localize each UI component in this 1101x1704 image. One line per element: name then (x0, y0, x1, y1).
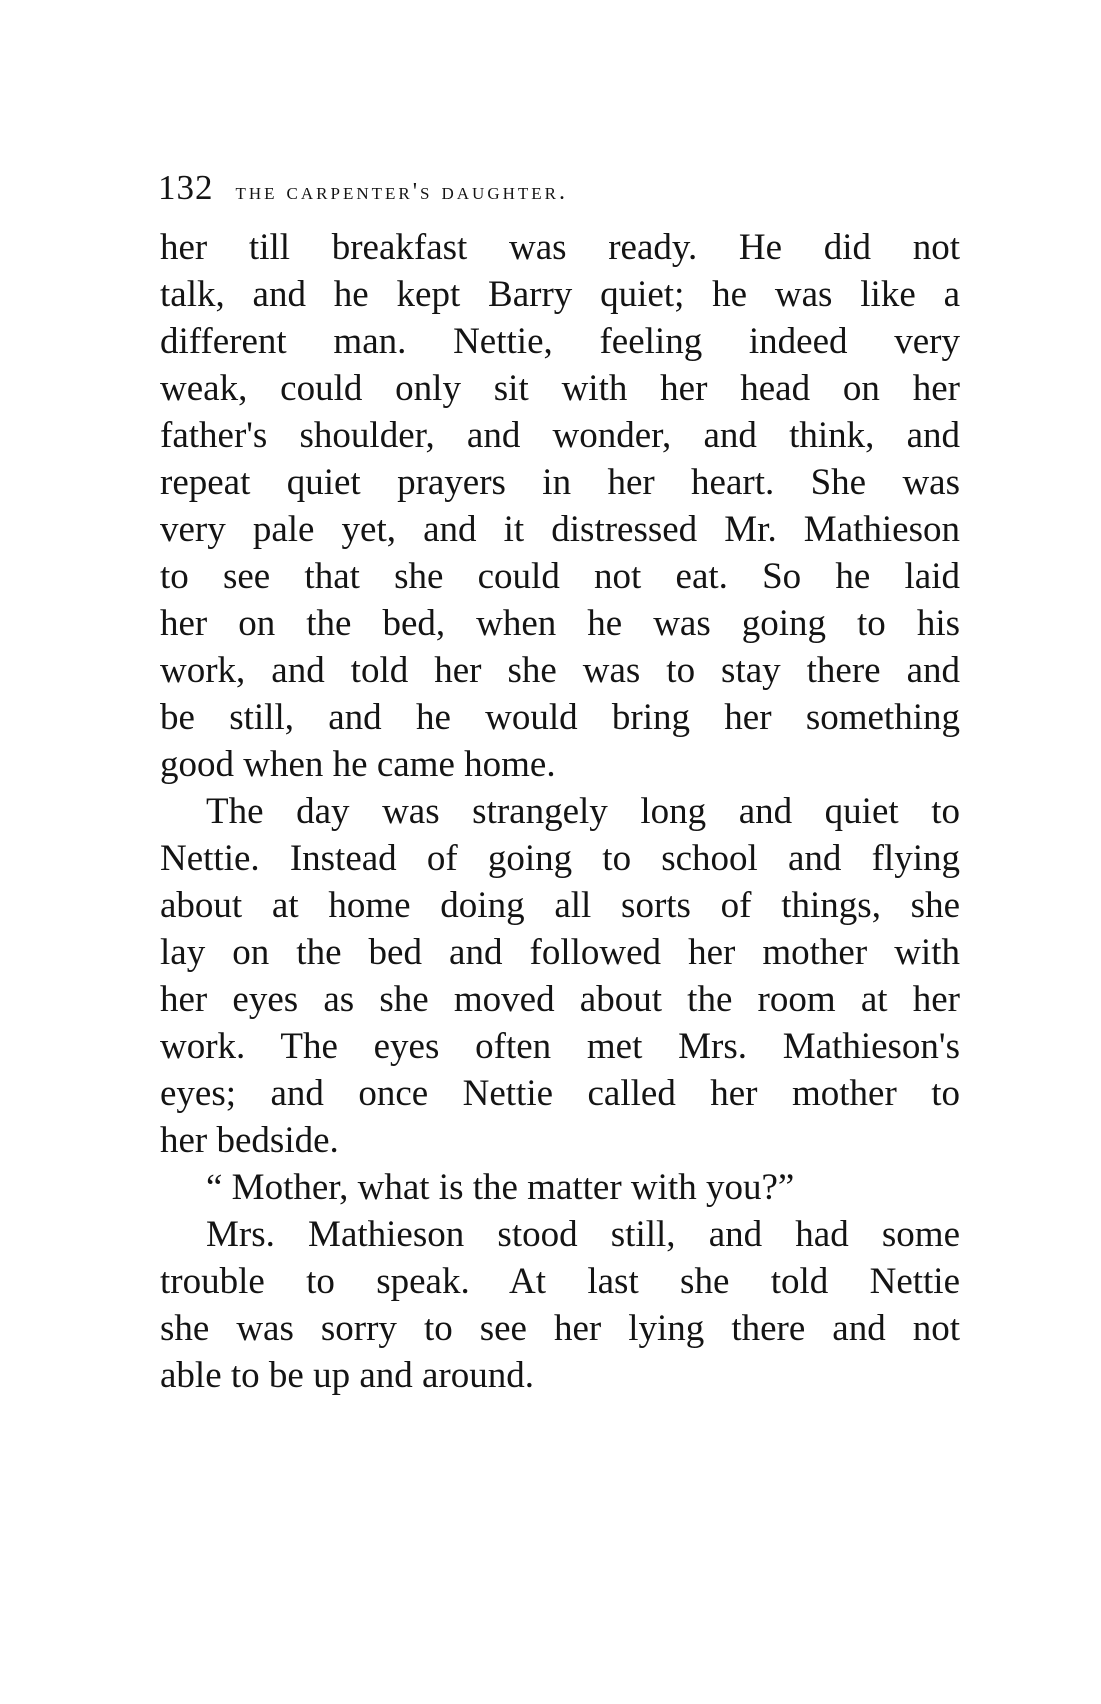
text-line: able to be up and around. (160, 1355, 534, 1396)
text-line: her on the bed, when he was going to his (160, 603, 960, 644)
text-line: talk, and he kept Barry quiet; he was like a (160, 274, 960, 315)
text-line: her eyes as she moved about the room at her (160, 979, 960, 1020)
text-line: her till breakfast was ready. He did not (160, 227, 960, 268)
text-line: be still, and he would bring her something (160, 697, 960, 738)
text-line: trouble to speak. At last she told Nettie (160, 1261, 960, 1302)
text-line: weak, could only sit with her head on her (160, 368, 960, 409)
text-line: good when he came home. (160, 744, 556, 785)
text-line: about at home doing all sorts of things, she (160, 885, 960, 926)
text-line: to see that she could not eat. So he laid (160, 556, 960, 597)
text-line: The day was strangely long and quiet to (206, 791, 960, 832)
text-line: Nettie. Instead of going to school and flying (160, 838, 960, 879)
text-line: work. The eyes often met Mrs. Mathieson's (160, 1026, 960, 1067)
text-line: work, and told her she was to stay there and (160, 650, 960, 691)
text-line: Mrs. Mathieson stood still, and had some (206, 1214, 960, 1255)
text-line: different man. Nettie, feeling indeed very (160, 321, 960, 362)
text-line: her bedside. (160, 1120, 339, 1161)
page-number: 132 (158, 168, 214, 207)
running-header (158, 168, 568, 208)
running-title: the carpenter's daughter. (235, 179, 568, 205)
text-line: very pale yet, and it distressed Mr. Mathieson (160, 509, 960, 550)
text-line: father's shoulder, and wonder, and think, and (160, 415, 960, 456)
text-line: lay on the bed and followed her mother with (160, 932, 960, 973)
text-line: “ Mother, what is the matter with you?” (206, 1167, 795, 1208)
text-line: she was sorry to see her lying there and not (160, 1308, 960, 1349)
text-line: repeat quiet prayers in her heart. She was (160, 462, 960, 503)
text-line: eyes; and once Nettie called her mother to (160, 1073, 960, 1114)
